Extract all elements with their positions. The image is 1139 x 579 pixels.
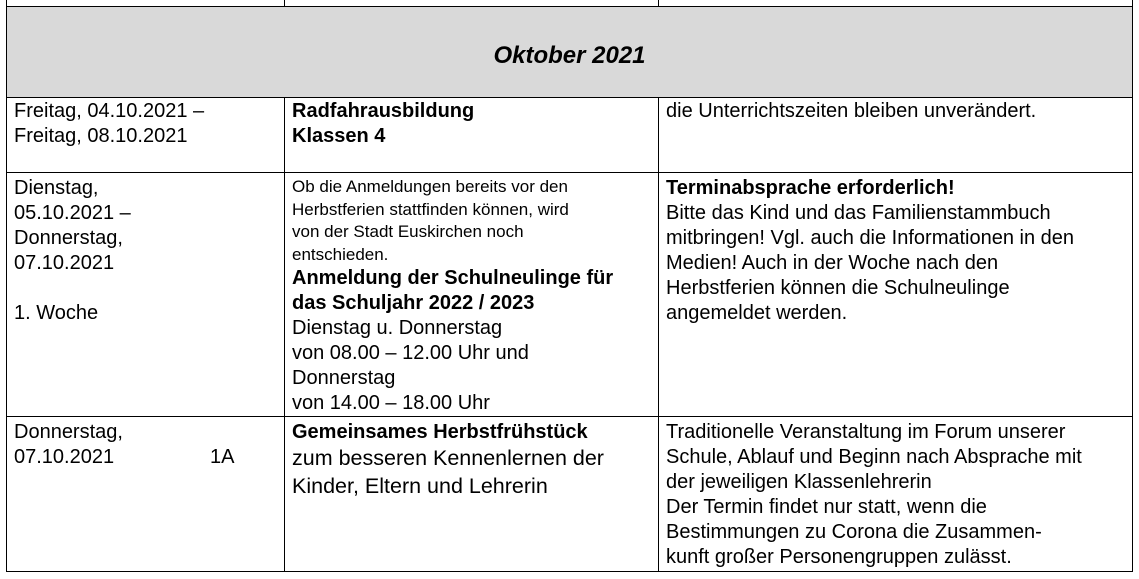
month-header	[6, 6, 1133, 97]
row1-event: Radfahrausbildung Klassen 4	[292, 100, 475, 147]
row3-event-title: Gemeinsames Herbstfrühstück	[292, 421, 588, 443]
row2-event-title: Anmeldung der Schulneulinge für das Schuljahr 2022 / 2023	[292, 267, 614, 314]
row3-event-text: zum besseren Kennenlernen der Kinder, Eltern und Lehrerin	[292, 446, 604, 498]
row2-event-times: Dienstag u. Donnerstag von 08.00 – 12.00 Uhr und Donnerstag von 14.00 – 18.00 Uhr	[292, 317, 529, 414]
row2-date: Dienstag, 05.10.2021 – Donnerstag, 07.10.2021	[14, 177, 131, 274]
month-title: Oktober 2021	[493, 42, 646, 69]
row1-note: die Unterrichtszeiten bleiben unverändert.	[666, 100, 1037, 122]
row2-note: Bitte das Kind und das Familienstammbuch mitbringen! Vgl. auch die Informationen in den Medien! Auch in der Woche nach den Herbstferien können die Schulneulinge angemeldet werden.	[666, 202, 1075, 324]
row2-note-title: Terminabsprache erforderlich!	[666, 177, 955, 199]
row3-date: Donnerstag, 07.10.2021	[14, 421, 123, 468]
row1-date: Freitag, 04.10.2021 – Freitag, 08.10.2021	[14, 100, 205, 147]
row2-week: 1. Woche	[14, 302, 99, 324]
schedule-table	[6, 0, 1133, 572]
row3-note: Traditionelle Veranstaltung im Forum unserer Schule, Ablauf und Beginn nach Absprache mit der jeweiligen Klassenlehrerin Der Termin findet nur statt, wenn die Bestimmungen zu Corona die Zusammen- kunft großer Personengruppen zulässt.	[666, 421, 1082, 568]
row2-event-note: Ob die Anmeldungen bereits vor den Herbstferien stattfinden können, wird von der Stadt Euskirchen noch entschieden.	[292, 177, 569, 264]
row3-class: 1A	[210, 446, 235, 468]
